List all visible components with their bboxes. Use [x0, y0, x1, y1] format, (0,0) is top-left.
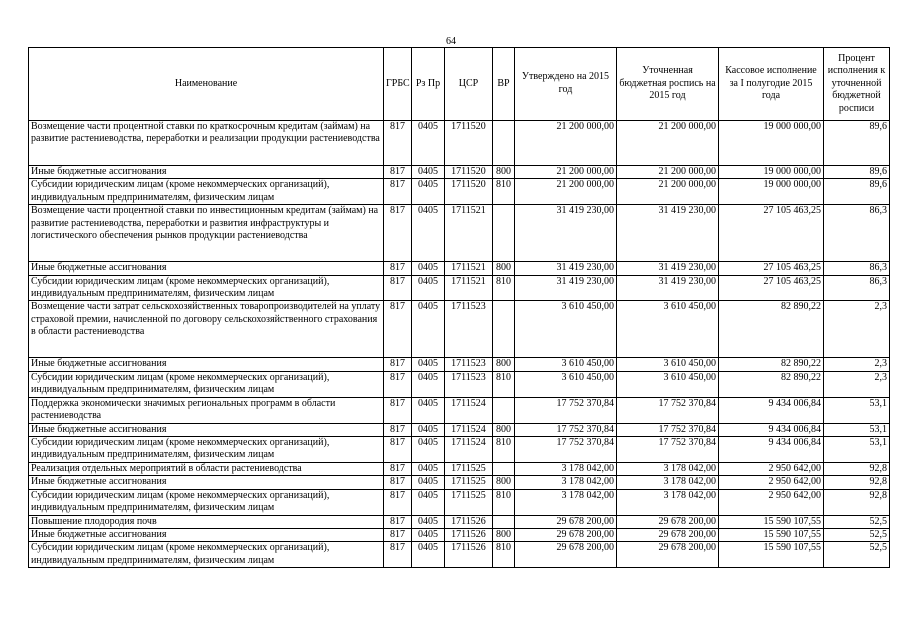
table-row	[29, 462, 890, 475]
header-rzpr: Рз Пр	[412, 48, 445, 121]
cell-vr: 810	[493, 542, 515, 568]
cell-vr: 800	[493, 528, 515, 541]
cell-rzpr: 0405	[412, 121, 445, 166]
table-row	[29, 528, 890, 541]
cell-vr: 810	[493, 489, 515, 515]
cell-grbs: 817	[384, 371, 412, 397]
cell-rzpr: 0405	[412, 515, 445, 528]
cell-percent: 52,5	[824, 515, 890, 528]
cell-grbs: 817	[384, 205, 412, 262]
header-approved: Утверждено на 2015 год	[515, 48, 617, 121]
cell-refined: 3 610 450,00	[617, 358, 719, 371]
header-percent: Процент исполнения к уточненной бюджетной росписи	[824, 48, 890, 121]
cell-cash: 9 434 006,84	[719, 397, 824, 423]
cell-name: Субсидии юридическим лицам (кроме некоммерческих организаций), индивидуальным предпринимателям, физическим лицам	[29, 275, 384, 301]
cell-refined: 21 200 000,00	[617, 166, 719, 179]
cell-cash: 2 950 642,00	[719, 462, 824, 475]
cell-csr: 1711524	[445, 437, 493, 463]
budget-table	[28, 47, 890, 568]
cell-rzpr: 0405	[412, 205, 445, 262]
table-row	[29, 423, 890, 436]
table-row	[29, 397, 890, 423]
cell-rzpr: 0405	[412, 179, 445, 205]
cell-csr: 1711525	[445, 489, 493, 515]
cell-name: Субсидии юридическим лицам (кроме некоммерческих организаций), индивидуальным предпринимателям, физическим лицам	[29, 371, 384, 397]
cell-cash: 27 105 463,25	[719, 262, 824, 275]
cell-vr: 810	[493, 437, 515, 463]
cell-approved: 3 178 042,00	[515, 476, 617, 489]
cell-vr: 800	[493, 423, 515, 436]
cell-vr: 810	[493, 275, 515, 301]
table-row	[29, 205, 890, 262]
cell-refined: 17 752 370,84	[617, 397, 719, 423]
cell-refined: 29 678 200,00	[617, 515, 719, 528]
cell-name: Субсидии юридическим лицам (кроме некоммерческих организаций), индивидуальным предпринимателям, физическим лицам	[29, 489, 384, 515]
cell-grbs: 817	[384, 397, 412, 423]
cell-vr	[493, 515, 515, 528]
cell-vr	[493, 121, 515, 166]
table-row	[29, 121, 890, 166]
cell-percent: 86,3	[824, 275, 890, 301]
cell-rzpr: 0405	[412, 489, 445, 515]
cell-refined: 17 752 370,84	[617, 423, 719, 436]
cell-cash: 27 105 463,25	[719, 275, 824, 301]
cell-rzpr: 0405	[412, 262, 445, 275]
cell-csr: 1711524	[445, 423, 493, 436]
cell-approved: 17 752 370,84	[515, 397, 617, 423]
cell-vr	[493, 397, 515, 423]
cell-rzpr: 0405	[412, 301, 445, 358]
cell-grbs: 817	[384, 301, 412, 358]
cell-name: Возмещение части процентной ставки по краткосрочным кредитам (займам) на развитие растениеводства, переработки и реализации продукции растениеводства	[29, 121, 384, 166]
cell-grbs: 817	[384, 542, 412, 568]
cell-percent: 89,6	[824, 179, 890, 205]
cell-vr: 800	[493, 262, 515, 275]
cell-refined: 31 419 230,00	[617, 205, 719, 262]
cell-refined: 3 610 450,00	[617, 371, 719, 397]
header-csr: ЦСР	[445, 48, 493, 121]
cell-rzpr: 0405	[412, 275, 445, 301]
cell-grbs: 817	[384, 166, 412, 179]
table-row	[29, 275, 890, 301]
cell-refined: 3 178 042,00	[617, 462, 719, 475]
page-number: 64	[446, 36, 456, 47]
cell-csr: 1711521	[445, 262, 493, 275]
cell-name: Субсидии юридическим лицам (кроме некоммерческих организаций), индивидуальным предпринимателям, физическим лицам	[29, 179, 384, 205]
cell-rzpr: 0405	[412, 476, 445, 489]
cell-vr: 810	[493, 371, 515, 397]
cell-percent: 89,6	[824, 166, 890, 179]
cell-cash: 82 890,22	[719, 358, 824, 371]
header-refined: Уточненная бюджетная роспись на 2015 год	[617, 48, 719, 121]
cell-percent: 92,8	[824, 462, 890, 475]
cell-cash: 9 434 006,84	[719, 423, 824, 436]
cell-cash: 19 000 000,00	[719, 121, 824, 166]
table-row	[29, 515, 890, 528]
cell-percent: 53,1	[824, 423, 890, 436]
cell-grbs: 817	[384, 528, 412, 541]
cell-percent: 86,3	[824, 205, 890, 262]
cell-name: Возмещение части затрат сельскохозяйственных товаропроизводителей на уплату страховой премии, начисленной по договору сельскохозяйственного страхования в области растениеводства	[29, 301, 384, 358]
table-row	[29, 476, 890, 489]
cell-refined: 3 178 042,00	[617, 489, 719, 515]
cell-grbs: 817	[384, 515, 412, 528]
cell-name: Иные бюджетные ассигнования	[29, 476, 384, 489]
cell-grbs: 817	[384, 462, 412, 475]
cell-name: Иные бюджетные ассигнования	[29, 358, 384, 371]
cell-grbs: 817	[384, 262, 412, 275]
cell-approved: 3 610 450,00	[515, 301, 617, 358]
cell-csr: 1711525	[445, 462, 493, 475]
cell-grbs: 817	[384, 437, 412, 463]
header-grbs: ГРБС	[384, 48, 412, 121]
cell-grbs: 817	[384, 179, 412, 205]
cell-refined: 29 678 200,00	[617, 542, 719, 568]
cell-cash: 19 000 000,00	[719, 166, 824, 179]
cell-approved: 31 419 230,00	[515, 205, 617, 262]
cell-cash: 19 000 000,00	[719, 179, 824, 205]
cell-approved: 3 178 042,00	[515, 489, 617, 515]
cell-rzpr: 0405	[412, 542, 445, 568]
table-row	[29, 437, 890, 463]
cell-csr: 1711526	[445, 542, 493, 568]
cell-percent: 53,1	[824, 397, 890, 423]
cell-approved: 21 200 000,00	[515, 121, 617, 166]
cell-csr: 1711523	[445, 301, 493, 358]
cell-cash: 2 950 642,00	[719, 476, 824, 489]
cell-csr: 1711524	[445, 397, 493, 423]
cell-rzpr: 0405	[412, 371, 445, 397]
cell-vr: 800	[493, 476, 515, 489]
cell-name: Иные бюджетные ассигнования	[29, 423, 384, 436]
cell-cash: 15 590 107,55	[719, 515, 824, 528]
cell-approved: 3 610 450,00	[515, 358, 617, 371]
cell-grbs: 817	[384, 489, 412, 515]
cell-name: Поддержка экономически значимых региональных программ в области растениеводства	[29, 397, 384, 423]
cell-grbs: 817	[384, 476, 412, 489]
cell-name: Иные бюджетные ассигнования	[29, 528, 384, 541]
cell-grbs: 817	[384, 275, 412, 301]
cell-approved: 21 200 000,00	[515, 166, 617, 179]
cell-cash: 2 950 642,00	[719, 489, 824, 515]
cell-cash: 15 590 107,55	[719, 528, 824, 541]
cell-rzpr: 0405	[412, 397, 445, 423]
cell-cash: 9 434 006,84	[719, 437, 824, 463]
cell-csr: 1711521	[445, 205, 493, 262]
cell-percent: 2,3	[824, 358, 890, 371]
cell-vr	[493, 205, 515, 262]
cell-csr: 1711525	[445, 476, 493, 489]
cell-refined: 21 200 000,00	[617, 121, 719, 166]
cell-name: Субсидии юридическим лицам (кроме некоммерческих организаций), индивидуальным предпринимателям, физическим лицам	[29, 542, 384, 568]
cell-percent: 92,8	[824, 476, 890, 489]
cell-rzpr: 0405	[412, 528, 445, 541]
cell-refined: 3 610 450,00	[617, 301, 719, 358]
cell-cash: 82 890,22	[719, 371, 824, 397]
table-row	[29, 301, 890, 358]
header-name: Наименование	[29, 48, 384, 121]
cell-csr: 1711523	[445, 371, 493, 397]
cell-percent: 86,3	[824, 262, 890, 275]
cell-csr: 1711526	[445, 528, 493, 541]
cell-refined: 17 752 370,84	[617, 437, 719, 463]
cell-rzpr: 0405	[412, 423, 445, 436]
cell-rzpr: 0405	[412, 462, 445, 475]
table-row	[29, 489, 890, 515]
cell-refined: 3 178 042,00	[617, 476, 719, 489]
cell-percent: 2,3	[824, 371, 890, 397]
cell-percent: 52,5	[824, 528, 890, 541]
table-row	[29, 262, 890, 275]
cell-refined: 21 200 000,00	[617, 179, 719, 205]
cell-refined: 31 419 230,00	[617, 275, 719, 301]
header-cash: Кассовое исполнение за I полугодие 2015 года	[719, 48, 824, 121]
cell-refined: 29 678 200,00	[617, 528, 719, 541]
cell-cash: 82 890,22	[719, 301, 824, 358]
cell-csr: 1711523	[445, 358, 493, 371]
cell-percent: 52,5	[824, 542, 890, 568]
cell-csr: 1711521	[445, 275, 493, 301]
cell-rzpr: 0405	[412, 166, 445, 179]
cell-name: Иные бюджетные ассигнования	[29, 262, 384, 275]
cell-percent: 2,3	[824, 301, 890, 358]
cell-name: Иные бюджетные ассигнования	[29, 166, 384, 179]
cell-name: Реализация отдельных мероприятий в области растениеводства	[29, 462, 384, 475]
cell-name: Возмещение части процентной ставки по инвестиционным кредитам (займам) на развитие растениеводства, переработки и развития инфраструктуры и логистического обеспечения рынков продукции растениеводства	[29, 205, 384, 262]
cell-approved: 21 200 000,00	[515, 179, 617, 205]
table-row	[29, 542, 890, 568]
cell-percent: 89,6	[824, 121, 890, 166]
cell-approved: 3 178 042,00	[515, 462, 617, 475]
cell-rzpr: 0405	[412, 437, 445, 463]
table-row	[29, 358, 890, 371]
cell-vr	[493, 301, 515, 358]
header-vr: ВР	[493, 48, 515, 121]
cell-refined: 31 419 230,00	[617, 262, 719, 275]
cell-percent: 53,1	[824, 437, 890, 463]
cell-cash: 27 105 463,25	[719, 205, 824, 262]
cell-csr: 1711526	[445, 515, 493, 528]
cell-percent: 92,8	[824, 489, 890, 515]
cell-grbs: 817	[384, 121, 412, 166]
table-row	[29, 371, 890, 397]
cell-approved: 3 610 450,00	[515, 371, 617, 397]
cell-cash: 15 590 107,55	[719, 542, 824, 568]
cell-name: Повышение плодородия почв	[29, 515, 384, 528]
cell-rzpr: 0405	[412, 358, 445, 371]
cell-vr: 800	[493, 166, 515, 179]
header-row	[29, 48, 890, 121]
cell-csr: 1711520	[445, 166, 493, 179]
cell-vr: 800	[493, 358, 515, 371]
cell-approved: 31 419 230,00	[515, 275, 617, 301]
cell-vr	[493, 462, 515, 475]
cell-approved: 31 419 230,00	[515, 262, 617, 275]
cell-approved: 29 678 200,00	[515, 515, 617, 528]
table-row	[29, 179, 890, 205]
cell-approved: 29 678 200,00	[515, 542, 617, 568]
cell-approved: 17 752 370,84	[515, 437, 617, 463]
cell-name: Субсидии юридическим лицам (кроме некоммерческих организаций), индивидуальным предпринимателям, физическим лицам	[29, 437, 384, 463]
cell-csr: 1711520	[445, 179, 493, 205]
cell-approved: 17 752 370,84	[515, 423, 617, 436]
cell-approved: 29 678 200,00	[515, 528, 617, 541]
cell-vr: 810	[493, 179, 515, 205]
table-row	[29, 166, 890, 179]
cell-grbs: 817	[384, 358, 412, 371]
cell-grbs: 817	[384, 423, 412, 436]
cell-csr: 1711520	[445, 121, 493, 166]
